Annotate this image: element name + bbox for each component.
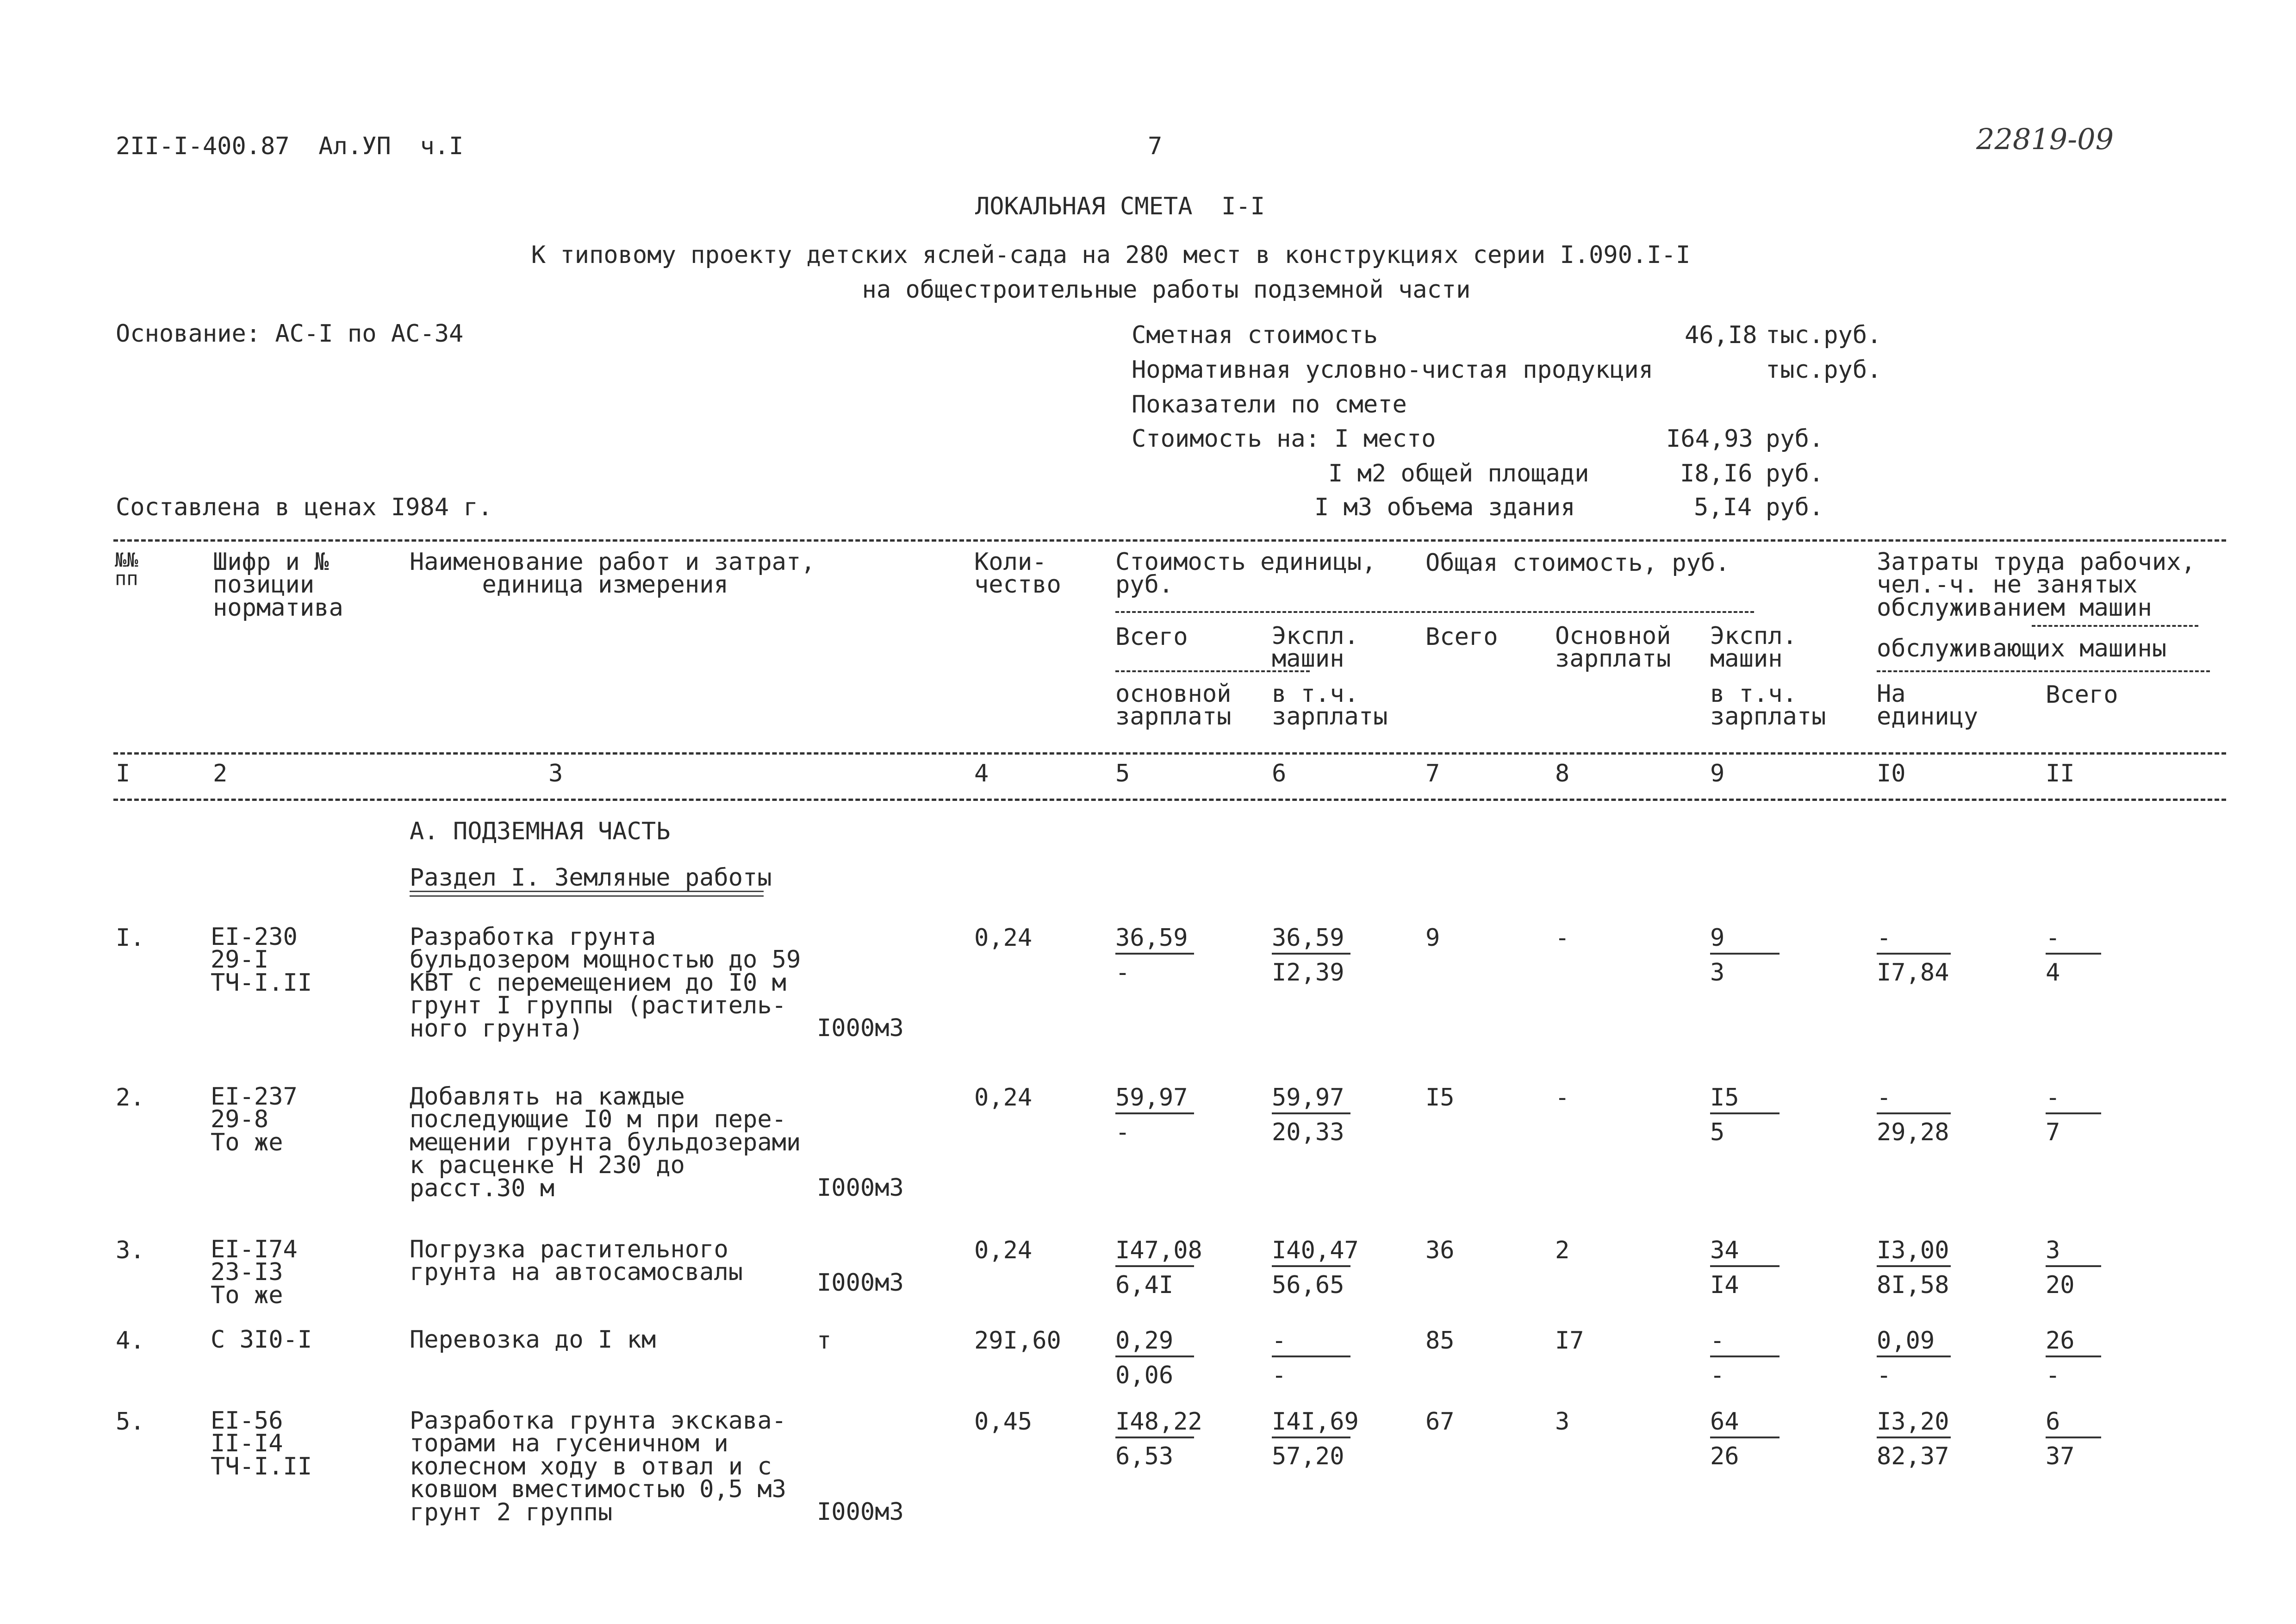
row-c5-bottom: - — [1115, 1118, 1130, 1146]
handwritten-number: 22819-09 — [1976, 122, 2114, 156]
column-number: 3 — [548, 760, 563, 787]
cost-per-place-label: Стоимость на: I место — [1132, 425, 1436, 453]
column-number: 2 — [213, 760, 228, 787]
row-quantity: 29I,60 — [974, 1327, 1061, 1355]
column-number: 4 — [974, 760, 989, 787]
fraction-bar — [1710, 1437, 1780, 1438]
row-c7: 85 — [1425, 1327, 1455, 1355]
col-header-total-cost: Общая стоимость, руб. — [1425, 549, 1730, 577]
column-number: 7 — [1425, 760, 1440, 787]
subheader-labor-total: Всего — [2046, 681, 2118, 709]
column-number: 6 — [1272, 760, 1287, 787]
subheader-total: Всего — [1425, 623, 1498, 651]
row-c6-top: 59,97 — [1272, 1084, 1344, 1112]
row-c10-top: I3,20 — [1877, 1408, 1949, 1436]
row-work-name: Разработка грунта экскава- торами на гусеничном и колесном ходу в отвал и с ковшом вместимостью 0,5 м3 грунт 2 группы — [410, 1407, 786, 1526]
subheader-unit-base-salary: основной зарплаты — [1115, 680, 1232, 731]
row-c6-bottom: I2,39 — [1272, 959, 1344, 987]
row-c9-top: I5 — [1710, 1084, 1739, 1112]
normative-unit: тыс.руб. — [1766, 356, 1882, 384]
fraction-bar — [1115, 953, 1194, 955]
row-code: EI-237 29-8 То же — [211, 1083, 298, 1156]
estimated-cost-value: 46,I8 — [1685, 321, 1757, 349]
column-number: I — [116, 760, 131, 787]
row-c10-bottom: 29,28 — [1877, 1118, 1949, 1146]
row-unit: I000м3 — [817, 1269, 904, 1297]
fraction-bar — [1877, 1355, 1951, 1357]
row-c10-top: - — [1877, 924, 1892, 952]
row-c10-bottom: 82,37 — [1877, 1443, 1949, 1470]
fraction-bar — [2046, 1437, 2101, 1438]
fraction-bar — [1115, 1437, 1194, 1438]
row-c9-top: - — [1710, 1327, 1725, 1355]
section-underline-1 — [410, 891, 764, 892]
row-c5-bottom: 6,4I — [1115, 1271, 1174, 1299]
column-number: I0 — [1877, 760, 1906, 787]
labor-lower-rule — [1877, 670, 2210, 672]
row-number: 3. — [116, 1237, 145, 1264]
cost-per-m2-value: I8,I6 — [1680, 460, 1753, 487]
row-code: EI-230 29-I ТЧ-I.II — [211, 923, 312, 997]
row-quantity: 0,24 — [974, 1084, 1033, 1112]
row-c5-top: I47,08 — [1115, 1237, 1202, 1264]
fraction-bar — [1877, 1265, 1951, 1267]
estimated-cost-label: Сметная стоимость — [1132, 321, 1378, 349]
cost-per-m3-value: 5,I4 — [1694, 493, 1752, 521]
row-c8: 3 — [1555, 1408, 1570, 1436]
row-quantity: 0,24 — [974, 1237, 1033, 1264]
cost-per-place-value: I64,93 — [1666, 425, 1753, 453]
row-c11-top: 3 — [2046, 1237, 2060, 1264]
fraction-bar — [1710, 953, 1780, 955]
prices-note: Составлена в ценах I984 г. — [116, 493, 492, 521]
unit-cost-subrule — [1115, 611, 1754, 613]
subheader-unit-machines: Экспл. машин — [1272, 622, 1359, 673]
row-number: 2. — [116, 1084, 145, 1112]
fraction-bar — [1877, 1437, 1951, 1438]
row-work-name: Перевозка до I км — [410, 1326, 656, 1354]
row-c5-bottom: - — [1115, 959, 1130, 987]
table-top-rule — [113, 539, 2226, 542]
row-c9-bottom: I4 — [1710, 1271, 1739, 1299]
fraction-bar — [1272, 953, 1350, 955]
row-c7: 36 — [1425, 1237, 1455, 1264]
row-c10-top: 0,09 — [1877, 1327, 1935, 1355]
row-c11-bottom: 4 — [2046, 959, 2060, 987]
section-underline-2 — [410, 895, 764, 897]
fraction-bar — [1710, 1112, 1780, 1114]
column-numbers-top-rule — [113, 752, 2226, 755]
row-unit: I000м3 — [817, 1174, 904, 1202]
document-title: ЛОКАЛЬНАЯ СМЕТА I-I — [975, 193, 1265, 220]
col-header-code: Шифр и № позиции норматива — [213, 548, 343, 622]
row-c5-top: 0,29 — [1115, 1327, 1174, 1355]
row-unit: т — [817, 1327, 832, 1355]
row-c11-bottom: 7 — [2046, 1118, 2060, 1146]
column-number: II — [2046, 760, 2075, 787]
row-work-name: Разработка грунта бульдозером мощностью до 59 КВТ с перемещением до I0 м грунт I группы (раститель- ного грунта) — [410, 923, 801, 1043]
row-c9-top: 9 — [1710, 924, 1725, 952]
row-c10-top: - — [1877, 1084, 1892, 1112]
subheader-total-incl-salary: в т.ч. зарплаты — [1710, 680, 1826, 731]
fraction-bar — [1272, 1265, 1350, 1267]
cost-per-place-unit: руб. — [1766, 425, 1824, 453]
cost-per-m3-unit: руб. — [1766, 493, 1824, 521]
fraction-bar — [2046, 1265, 2101, 1267]
row-c11-top: - — [2046, 924, 2060, 952]
row-number: 4. — [116, 1327, 145, 1355]
row-c11-top: - — [2046, 1084, 2060, 1112]
row-c7: 9 — [1425, 924, 1440, 952]
row-c8: 2 — [1555, 1237, 1570, 1264]
row-c5-bottom: 6,53 — [1115, 1443, 1174, 1470]
part-heading: А. ПОДЗЕМНАЯ ЧАСТЬ — [410, 818, 671, 845]
row-c9-bottom: - — [1710, 1362, 1725, 1389]
column-number: 5 — [1115, 760, 1130, 787]
unit-cost-lower-rule — [1115, 670, 1310, 672]
fraction-bar — [2046, 953, 2101, 955]
row-c5-top: 36,59 — [1115, 924, 1188, 952]
subheader-unit-total: Всего — [1115, 623, 1188, 651]
row-c11-bottom: - — [2046, 1362, 2060, 1389]
row-c5-top: 59,97 — [1115, 1084, 1188, 1112]
cost-per-m2-label: I м2 общей площади — [1328, 460, 1589, 487]
row-c10-bottom: - — [1877, 1362, 1892, 1389]
column-numbers-bottom-rule — [113, 799, 2226, 801]
fraction-bar — [1877, 1112, 1951, 1114]
subheader-unit-incl-salary: в т.ч. зарплаты — [1272, 680, 1388, 731]
row-c8: - — [1555, 1084, 1570, 1112]
row-number: I. — [116, 924, 145, 952]
row-c11-top: 6 — [2046, 1408, 2060, 1436]
fraction-bar — [1877, 953, 1951, 955]
row-code: С 3I0-I — [211, 1326, 312, 1354]
row-c9-top: 34 — [1710, 1237, 1739, 1264]
row-c6-bottom: - — [1272, 1362, 1287, 1389]
row-c11-top: 26 — [2046, 1327, 2075, 1355]
row-c6-top: I4I,69 — [1272, 1408, 1359, 1436]
cost-per-m3-label: I м3 объема здания — [1314, 493, 1575, 521]
row-c11-bottom: 37 — [2046, 1443, 2075, 1470]
basis-note: Основание: АС-I по АС-34 — [116, 320, 464, 348]
col-header-unit-cost: Стоимость единицы, руб. — [1115, 548, 1376, 599]
row-c6-top: I40,47 — [1272, 1237, 1359, 1264]
row-c7: I5 — [1425, 1084, 1455, 1112]
row-c6-bottom: 57,20 — [1272, 1443, 1344, 1470]
row-c5-top: I48,22 — [1115, 1408, 1202, 1436]
row-c8: I7 — [1555, 1327, 1584, 1355]
row-quantity: 0,24 — [974, 924, 1033, 952]
section-heading: Раздел I. Земляные работы — [410, 864, 772, 892]
row-c7: 67 — [1425, 1408, 1455, 1436]
row-c10-top: I3,00 — [1877, 1237, 1949, 1264]
cost-per-m2-unit: руб. — [1766, 460, 1824, 487]
row-c9-top: 64 — [1710, 1408, 1739, 1436]
column-number: 8 — [1555, 760, 1570, 787]
row-c10-bottom: 8I,58 — [1877, 1271, 1949, 1299]
fraction-bar — [1115, 1265, 1194, 1267]
fraction-bar — [1115, 1355, 1194, 1357]
row-quantity: 0,45 — [974, 1408, 1033, 1436]
fraction-bar — [2046, 1355, 2101, 1357]
indicators-label: Показатели по смете — [1132, 391, 1407, 418]
row-c9-bottom: 5 — [1710, 1118, 1725, 1146]
normative-label: Нормативная условно-чистая продукция — [1132, 356, 1654, 384]
fraction-bar — [1272, 1437, 1350, 1438]
row-work-name: Погрузка растительного грунта на автосамосвалы — [410, 1236, 743, 1287]
document-subtitle-line-1: К типовому проекту детских яслей-сада на 280 мест в конструкциях серии I.090.I-I — [531, 241, 1691, 269]
page-number: 7 — [1148, 132, 1163, 160]
subheader-labor-per-unit: На единицу — [1877, 680, 1979, 731]
fraction-bar — [1710, 1265, 1780, 1267]
column-number: 9 — [1710, 760, 1725, 787]
row-c9-bottom: 26 — [1710, 1443, 1739, 1470]
row-code: EI-I74 23-I3 То же — [211, 1236, 298, 1309]
row-work-name: Добавлять на каждые последующие I0 м при пере- мещении грунта бульдозерами к расценке Н 230 до расст.30 м — [410, 1083, 801, 1202]
col-header-labor: Затраты труда рабочих, чел.-ч. не занятых обслуживанием машин — [1877, 548, 2196, 622]
document-subtitle-line-2: на общестроительные работы подземной части — [862, 276, 1471, 304]
fraction-bar — [1115, 1112, 1194, 1114]
estimated-cost-unit: тыс.руб. — [1766, 321, 1882, 349]
row-code: EI-56 II-I4 ТЧ-I.II — [211, 1407, 312, 1480]
subheader-labor-machines: обслуживающих машины — [1877, 635, 2167, 662]
row-unit: I000м3 — [817, 1014, 904, 1042]
row-c8: - — [1555, 924, 1570, 952]
subheader-base-salary: Основной зарплаты — [1555, 622, 1671, 673]
fraction-bar — [1272, 1355, 1350, 1357]
row-unit: I000м3 — [817, 1498, 904, 1526]
row-number: 5. — [116, 1408, 145, 1436]
col-header-number: №№ пп — [115, 549, 138, 590]
fraction-bar — [1710, 1355, 1780, 1357]
col-header-name: Наименование работ и затрат, единица измерения — [410, 548, 815, 599]
col-header-quantity: Коли- чество — [974, 548, 1061, 599]
row-c5-bottom: 0,06 — [1115, 1362, 1174, 1389]
fraction-bar — [2046, 1112, 2101, 1114]
row-c9-bottom: 3 — [1710, 959, 1725, 987]
row-c11-bottom: 20 — [2046, 1271, 2075, 1299]
row-c6-bottom: 20,33 — [1272, 1118, 1344, 1146]
row-c6-top: 36,59 — [1272, 924, 1344, 952]
row-c6-bottom: 56,65 — [1272, 1271, 1344, 1299]
row-c6-top: - — [1272, 1327, 1287, 1355]
fraction-bar — [1272, 1112, 1350, 1114]
document-code: 2II-I-400.87 Ал.УП ч.I — [116, 132, 464, 160]
row-c10-bottom: I7,84 — [1877, 959, 1949, 987]
subheader-total-machines: Экспл. машин — [1710, 622, 1797, 673]
labor-subrule — [2032, 625, 2198, 627]
